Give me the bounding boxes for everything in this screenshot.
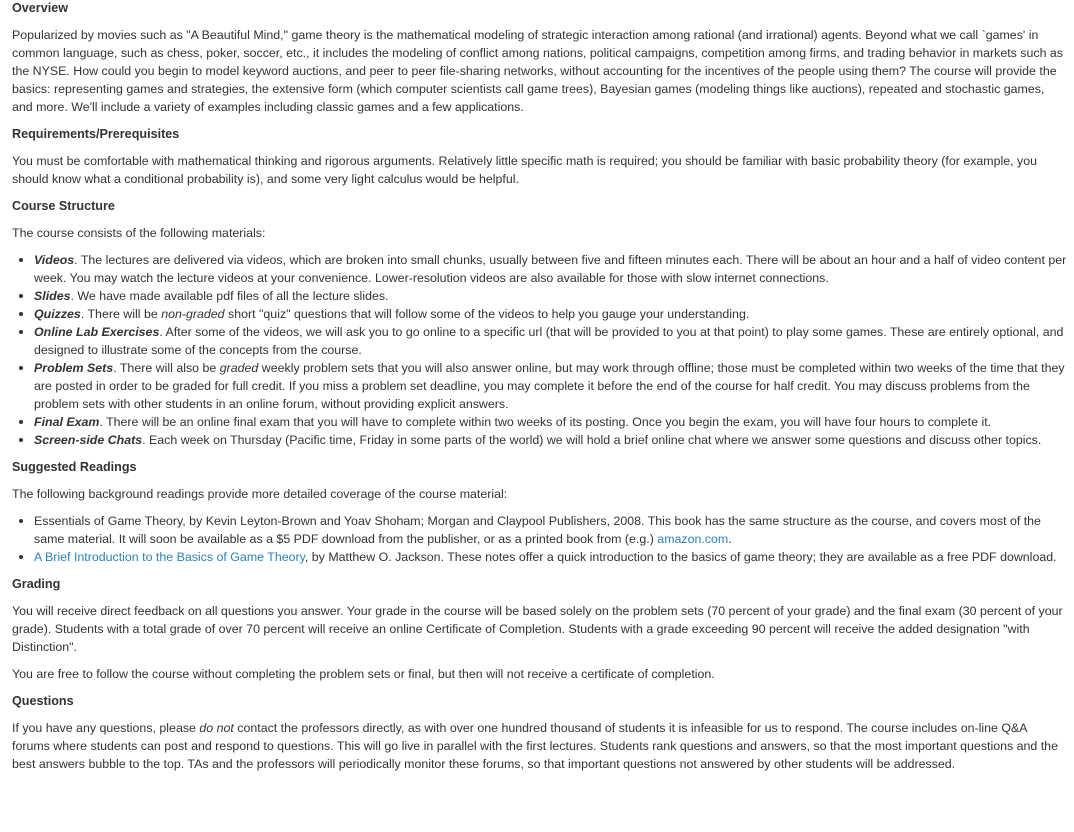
amazon-link[interactable]: amazon.com <box>657 532 729 546</box>
quizzes-emphasis: non-graded <box>161 307 225 321</box>
list-item-online-lab-exercises <box>34 323 1068 359</box>
term-screen-side-chats: Screen-side Chats <box>34 433 143 447</box>
problem-sets-description-start: . There will also be <box>113 361 220 375</box>
brief-introduction-link[interactable]: A Brief Introduction to the Basics of Game Theory <box>34 550 305 564</box>
overview-text: Popularized by movies such as "A Beautiful Mind," game theory is the mathematical modeling of strategic interaction among rational (and irrational) agents. Beyond what we call `games' in common language, such as chess, poker, soccer, etc., it includes the modeling of conflict among nations, political campaigns, competition among firms, and trading behavior in markets such as the NYSE. How could you begin to model keyword auctions, and peer to peer file-sharing networks, without accounting for the incentives of the people using them? The course will provide the basics: representing games and strategies, the extensive form (which computer scientists call game trees), Bayesian games (modeling things like auctions), repeated and stochastic games, and more. We'll include a variety of examples including classic games and a few applications. <box>12 28 1063 114</box>
term-videos: Videos <box>34 253 75 267</box>
reading-brief-introduction-text: , by Matthew O. Jackson. These notes offer a quick introduction to the basics of game theory; they are available as a free PDF download. <box>304 550 1057 564</box>
videos-description: . The lectures are delivered via videos, which are broken into small chunks, usually between five and fifteen minutes each. There will be about an hour and a half of video content per week. You may watch the lecture videos at your convenience. Lower-resolution videos are also available for those with slow internet connections. <box>34 253 1067 285</box>
questions-text-start: If you have any questions, please <box>12 721 200 735</box>
list-item-slides <box>34 287 1068 305</box>
grading-paragraph-1: You will receive direct feedback on all questions you answer. Your grade in the course will be based solely on the problem sets (70 percent of your grade) and the final exam (30 percent of your grade). Students with a total grade of over 70 percent will receive an online Certificate of Completion. Students with a grade exceeding 90 percent will receive the added designation "with Distinction". <box>12 604 1063 654</box>
final-exam-description: . There will be an online final exam that you will have to complete within two weeks of its posting. Once you begin the exam, you will have four hours to complete it. <box>99 415 992 429</box>
questions-paragraph <box>12 719 1068 773</box>
term-online-lab-exercises: Online Lab Exercises <box>34 325 160 339</box>
quizzes-description-end: short "quiz" questions that will follow some of the videos to help you gauge your understanding. <box>224 307 750 321</box>
online-lab-exercises-description: . After some of the videos, we will ask you to go online to a specific url (that will be provided to you at that point) to play some games. These are entirely optional, and designed to illustrate some of the concepts from the course. <box>34 325 1064 357</box>
suggested-readings-heading: Suggested Readings <box>12 460 137 474</box>
reading-essentials-end: . <box>728 532 732 546</box>
problem-sets-emphasis: graded <box>219 361 259 375</box>
requirements-text: You must be comfortable with mathematical thinking and rigorous arguments. Relatively little specific math is required; you should be familiar with basic probability theory (for example, you should know what a conditional probability is), and some very light calculus would be helpful. <box>12 154 1038 186</box>
list-item-screen-side-chats <box>34 431 1068 449</box>
questions-text-end: contact the professors directly, as with over one hundred thousand of students it is infeasible for us to respond. The course includes on-line Q&A forums where students can post and respond to questions. This will go live in parallel with the first lectures. Students rank questions and answers, so that the most important questions and the best answers bubble to the top. TAs and the professors will periodically monitor these forums, so that important questions not answered by other students will be addressed. <box>12 721 1058 771</box>
slides-description: . We have made available pdf files of all the lecture slides. <box>70 289 389 303</box>
course-materials-list <box>12 251 1068 449</box>
questions-heading: Questions <box>12 694 74 708</box>
course-structure-intro: The course consists of the following materials: <box>12 226 266 240</box>
list-item-problem-sets <box>34 359 1068 413</box>
grading-heading: Grading <box>12 577 61 591</box>
grading-paragraph-2: You are free to follow the course without completing the problem sets or final, but then will not receive a certificate of completion. <box>12 667 715 681</box>
questions-emphasis: do not <box>199 721 234 735</box>
list-item-final-exam <box>34 413 1068 431</box>
reading-essentials-text: Essentials of Game Theory, by Kevin Leyton-Brown and Yoav Shoham; Morgan and Claypool Publishers, 2008. This book has the same structure as the course, and covers most of the same material. It will soon be available as a $5 PDF download from the publisher, or as a printed book from (e.g.) <box>34 514 1041 546</box>
term-problem-sets: Problem Sets <box>34 361 114 375</box>
term-final-exam: Final Exam <box>34 415 100 429</box>
list-item-videos <box>34 251 1068 287</box>
quizzes-description-start: . There will be <box>80 307 162 321</box>
problem-sets-description-end: weekly problem sets that you will also answer online, but may work through offline; those must be completed within two weeks of the time that they are posted in order to be graded for full credit. If you miss a problem set deadline, you may complete it before the end of the course for half credit. You may discuss problems from the problem sets with other students in an online forum, without providing explicit answers. <box>34 361 1065 411</box>
overview-heading: Overview <box>12 1 69 15</box>
reading-essentials <box>34 512 1068 548</box>
list-item-quizzes <box>34 305 1068 323</box>
requirements-heading: Requirements/Prerequisites <box>12 127 180 141</box>
reading-brief-introduction <box>34 548 1068 566</box>
term-quizzes: Quizzes <box>34 307 81 321</box>
screen-side-chats-description: . Each week on Thursday (Pacific time, Friday in some parts of the world) we will hold a brief online chat where we answer some questions and discuss other topics. <box>142 433 1042 447</box>
suggested-readings-intro: The following background readings provide more detailed coverage of the course material: <box>12 487 508 501</box>
term-slides: Slides <box>34 289 71 303</box>
readings-list <box>12 512 1068 566</box>
course-structure-heading: Course Structure <box>12 199 115 213</box>
